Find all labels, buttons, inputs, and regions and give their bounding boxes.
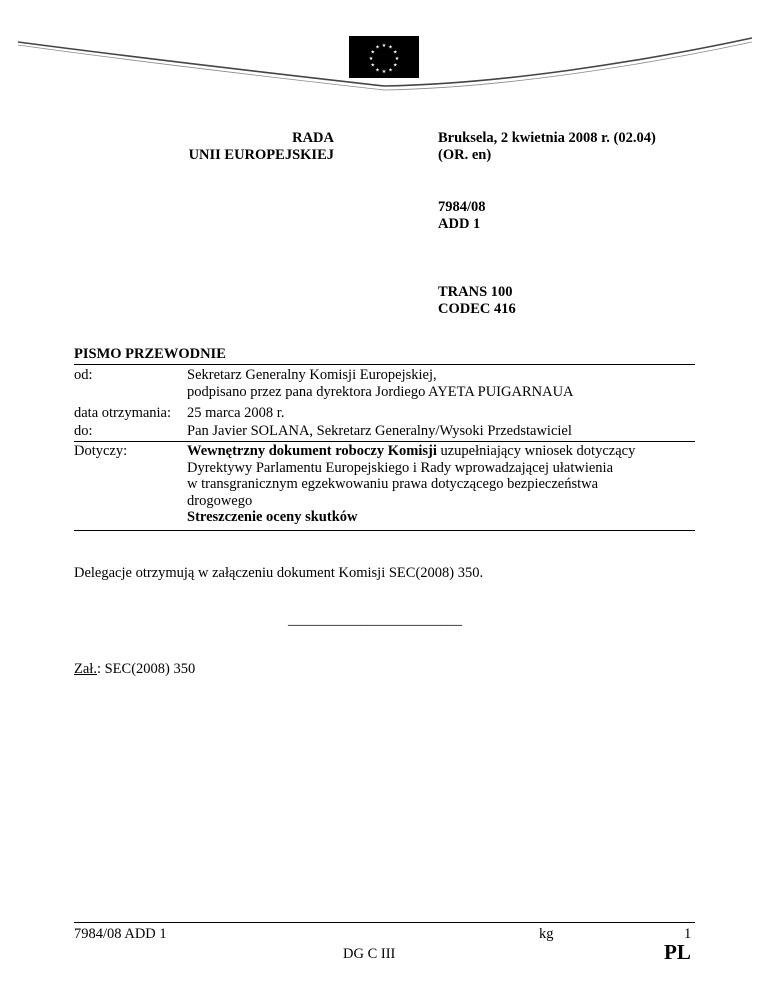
subject-label: Dotyczy:: [74, 443, 128, 459]
to-label: do:: [74, 423, 93, 439]
footer-dg: DG C III: [343, 946, 396, 962]
subject-value: [187, 443, 697, 526]
svg-text:★: ★: [393, 49, 398, 56]
eu-flag-logo: [349, 36, 419, 78]
svg-text:★: ★: [375, 44, 380, 51]
divider: [74, 530, 695, 531]
separator-line: ________________________: [288, 612, 462, 628]
subject-line-4: drogowego: [187, 492, 253, 509]
subject-line-1: [187, 443, 697, 460]
svg-text:★: ★: [370, 62, 375, 69]
from-value: [187, 367, 697, 400]
footer-doc-ref: 7984/08 ADD 1: [74, 926, 167, 942]
council-line-1: RADA: [292, 130, 334, 146]
svg-text:★: ★: [375, 67, 380, 74]
cover-note-title: PISMO PRZEWODNIE: [74, 346, 226, 362]
trans-code: TRANS 100: [438, 284, 513, 300]
svg-text:★: ★: [393, 62, 398, 69]
place-date: Bruksela, 2 kwietnia 2008 r. (02.04): [438, 130, 656, 146]
subject-line-3: w transgranicznym egzekwowaniu prawa dotyczącego bezpieczeństwa: [187, 476, 599, 492]
divider: [74, 441, 695, 442]
svg-text:★: ★: [394, 56, 400, 62]
enclosure: [74, 661, 195, 678]
footer-language: PL: [664, 940, 691, 964]
council-line-2: UNII EUROPEJSKIEJ: [188, 147, 334, 163]
footer-divider: [74, 922, 695, 923]
original-language: (OR. en): [438, 147, 492, 163]
classification-block: [438, 284, 516, 318]
subject-line-5: Streszczenie oceny skutków: [187, 509, 358, 525]
addendum: ADD 1: [438, 216, 481, 232]
divider: [74, 364, 695, 365]
svg-text:★: ★: [370, 49, 375, 56]
from-line-2: podpisano przez pana dyrektora Jordiego AYETA PUIGARNAUA: [187, 383, 574, 400]
subject-bold: Wewnętrzny dokument roboczy Komisji: [187, 443, 437, 459]
svg-text:★: ★: [381, 69, 387, 75]
svg-text:★: ★: [368, 56, 374, 62]
footer-initials: kg: [539, 926, 554, 942]
body-text: Delegacje otrzymują w załączeniu dokument Komisji SEC(2008) 350.: [74, 565, 484, 581]
doc-number: 7984/08: [438, 199, 486, 215]
codec-code: CODEC 416: [438, 301, 516, 317]
svg-text:★: ★: [388, 44, 393, 51]
enclosure-label: Zał.: [74, 661, 97, 677]
subject-rest: uzupełniający wniosek dotyczący: [436, 443, 636, 459]
to-value: Pan Javier SOLANA, Sekretarz Generalny/Wysoki Przedstawiciel: [187, 423, 572, 439]
svg-text:★: ★: [388, 67, 393, 74]
enclosure-value: : SEC(2008) 350: [96, 661, 196, 677]
eu-stars-icon: [349, 36, 419, 78]
from-label: od:: [74, 367, 93, 383]
received-value: 25 marca 2008 r.: [187, 405, 285, 421]
subject-line-2: Dyrektywy Parlamentu Europejskiego i Rady wprowadzającej ułatwienia: [187, 459, 614, 476]
place-date-block: [438, 130, 656, 164]
doc-number-block: [438, 199, 486, 233]
council-name: [110, 130, 334, 164]
from-line-1: Sekretarz Generalny Komisji Europejskiej,: [187, 367, 437, 383]
received-label: data otrzymania:: [74, 405, 172, 421]
footer-page-number: 1: [684, 926, 692, 942]
svg-text:★: ★: [381, 43, 387, 49]
